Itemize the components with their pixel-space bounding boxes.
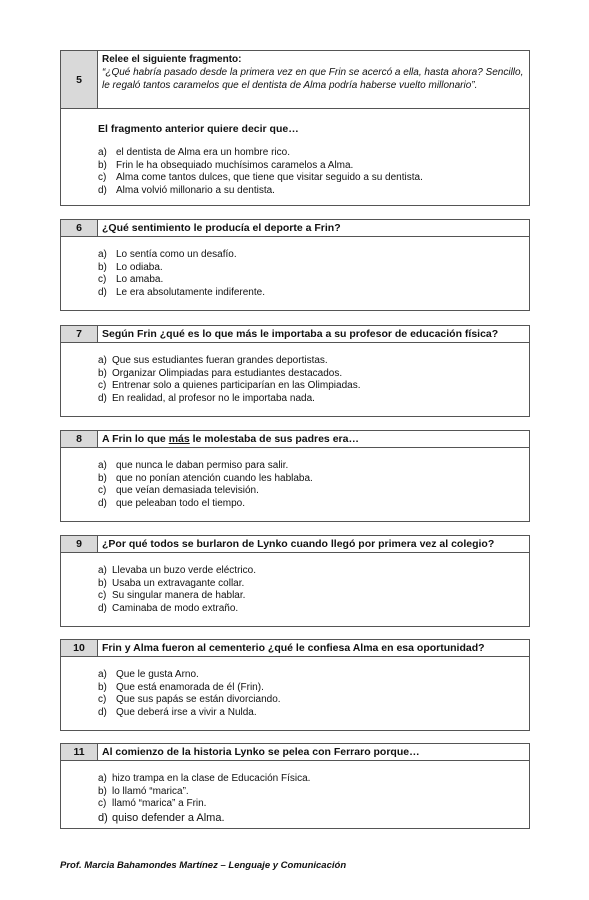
option-letter: b) [98, 261, 107, 273]
question-stem: ¿Por qué todos se burlaron de Lynko cuando llegó por primera vez al colegio? [102, 538, 495, 550]
question-11 [60, 743, 530, 829]
option-c[interactable] [98, 380, 360, 393]
question-9-header [61, 536, 529, 553]
option-letter: a) [98, 249, 107, 260]
option-text: En realidad, al profesor no le importaba nada. [112, 392, 315, 404]
option-letter: a) [98, 355, 107, 366]
option-letter: c) [98, 694, 107, 705]
option-letter: c) [98, 485, 107, 496]
option-text: Organizar Olimpiadas para estudiantes destacados. [112, 367, 343, 379]
option-letter: c) [98, 172, 107, 183]
option-text: Le era absolutamente indiferente. [116, 286, 265, 298]
option-text: hizo trampa en la clase de Educación Física. [112, 773, 311, 784]
option-b[interactable] [98, 786, 310, 799]
option-b[interactable] [98, 160, 423, 173]
question-number: 5 [61, 51, 98, 108]
option-letter: c) [98, 590, 107, 601]
question-5-header [61, 51, 529, 109]
question-stem: Al comienzo de la historia Lynko se pelea con Ferraro porque… [102, 746, 420, 758]
question-stem: Según Frin ¿qué es lo que más le importaba a su profesor de educación física? [102, 328, 499, 340]
question-prompt: El fragmento anterior quiere decir que… [98, 123, 299, 135]
option-text: Que deberá irse a vivir a Nulda. [116, 706, 257, 718]
option-text: Entrenar solo a quienes participarían en las Olimpiadas. [112, 380, 361, 391]
question-number: 8 [61, 431, 98, 447]
option-c[interactable] [98, 274, 265, 287]
question-number: 10 [61, 640, 98, 656]
option-letter: d) [98, 602, 107, 614]
option-text: lo llamó “marica”. [112, 785, 189, 797]
option-letter: b) [98, 159, 107, 171]
option-d[interactable] [98, 811, 310, 825]
option-letter: a) [98, 460, 107, 471]
option-text: Que sus estudiantes fueran grandes deportistas. [112, 355, 328, 366]
fragment-text: “¿Qué habría pasado desde la primera vez en que Frin se acercó a ella, hasta ahora? Sencillo, le regaló tantos caramelos que el dentista de Alma podría haberse vuelto millonario”. [102, 67, 524, 91]
option-letter: c) [98, 274, 107, 285]
option-letter: b) [98, 577, 107, 589]
options-list [98, 773, 310, 825]
option-text: que veían demasiada televisión. [116, 485, 259, 496]
question-number: 7 [61, 326, 98, 342]
options-list [98, 565, 256, 615]
option-text: Alma come tantos dulces, que tiene que visitar seguido a su dentista. [116, 172, 423, 183]
question-5 [60, 50, 530, 206]
option-letter: d) [98, 497, 107, 509]
option-text: Lo amaba. [116, 274, 164, 285]
option-d[interactable] [98, 393, 360, 406]
option-text: llamó “marica” a Frin. [112, 798, 207, 809]
option-b[interactable] [98, 682, 281, 695]
option-text: Usaba un extravagante collar. [112, 577, 245, 589]
option-text: Lo odiaba. [116, 261, 163, 273]
option-letter: b) [98, 367, 107, 379]
option-c[interactable] [98, 485, 313, 498]
option-d[interactable] [98, 498, 313, 511]
option-text: Llevaba un buzo verde eléctrico. [112, 565, 256, 576]
question-9 [60, 535, 530, 627]
question-8-header [61, 431, 529, 448]
question-stem [98, 431, 529, 447]
option-text: quiso defender a Alma. [112, 811, 225, 824]
option-letter: a) [98, 565, 107, 576]
option-a[interactable] [98, 460, 313, 473]
question-6 [60, 219, 530, 311]
question-number: 9 [61, 536, 98, 552]
option-a[interactable] [98, 355, 360, 368]
option-text: Alma volvió millonario a su dentista. [116, 184, 275, 196]
option-letter: d) [98, 392, 107, 404]
option-text: Que sus papás se están divorciando. [116, 694, 281, 705]
option-b[interactable] [98, 578, 256, 591]
option-letter: b) [98, 785, 107, 797]
option-b[interactable] [98, 262, 265, 275]
option-text: el dentista de Alma era un hombre rico. [116, 147, 290, 158]
option-letter: c) [98, 380, 107, 391]
option-d[interactable] [98, 185, 423, 198]
question-stem [98, 51, 529, 108]
option-a[interactable] [98, 669, 281, 682]
fragment-title: Relee el siguiente fragmento: [102, 54, 242, 65]
question-7-header [61, 326, 529, 343]
option-letter: a) [98, 147, 107, 158]
option-d[interactable] [98, 707, 281, 720]
option-a[interactable] [98, 147, 423, 160]
option-letter: a) [98, 773, 107, 784]
option-text: que no ponían atención cuando les hablaba. [116, 472, 313, 484]
options-list [98, 249, 265, 299]
option-c[interactable] [98, 172, 423, 185]
page-footer: Prof. Marcia Bahamondes Martínez – Lenguaje y Comunicación [60, 860, 347, 871]
question-10-header [61, 640, 529, 657]
option-text: Que está enamorada de él (Frin). [116, 681, 264, 693]
option-letter: a) [98, 669, 107, 680]
option-a[interactable] [98, 773, 310, 786]
question-stem: ¿Qué sentimiento le producía el deporte a Frin? [102, 222, 341, 234]
option-a[interactable] [98, 565, 256, 578]
option-d[interactable] [98, 287, 265, 300]
option-text: Frin le ha obsequiado muchísimos caramelos a Alma. [116, 159, 354, 171]
option-letter: c) [98, 798, 107, 809]
option-a[interactable] [98, 249, 265, 262]
question-6-header [61, 220, 529, 237]
option-c[interactable] [98, 694, 281, 707]
option-b[interactable] [98, 368, 360, 381]
option-d[interactable] [98, 603, 256, 616]
question-7 [60, 325, 530, 417]
question-stem: Frin y Alma fueron al cementerio ¿qué le confiesa Alma en esa oportunidad? [102, 642, 485, 654]
option-b[interactable] [98, 473, 313, 486]
question-text-start: A Frin lo que [102, 433, 169, 445]
option-text: Caminaba de modo extraño. [112, 602, 239, 614]
option-letter: b) [98, 472, 107, 484]
option-c[interactable] [98, 798, 310, 811]
option-letter: d) [98, 811, 108, 824]
question-number: 6 [61, 220, 98, 236]
options-list [98, 460, 313, 510]
option-text: que nunca le daban permiso para salir. [116, 460, 289, 471]
option-letter: d) [98, 184, 107, 196]
option-text: que peleaban todo el tiempo. [116, 497, 245, 509]
question-number: 11 [61, 744, 98, 760]
question-10 [60, 639, 530, 731]
option-text: Su singular manera de hablar. [112, 590, 246, 601]
option-letter: d) [98, 706, 107, 718]
option-c[interactable] [98, 590, 256, 603]
option-text: Que le gusta Arno. [116, 669, 199, 680]
question-11-header [61, 744, 529, 761]
option-letter: d) [98, 286, 107, 298]
question-8 [60, 430, 530, 522]
question-5-body [61, 109, 529, 207]
question-emphasis: más [168, 433, 190, 445]
options-list [98, 669, 281, 719]
option-letter: b) [98, 681, 107, 693]
option-text: Lo sentía como un desafío. [116, 249, 237, 260]
options-list [98, 355, 360, 405]
options-list [98, 147, 423, 197]
question-text-end: le molestaba de sus padres era… [189, 433, 359, 445]
